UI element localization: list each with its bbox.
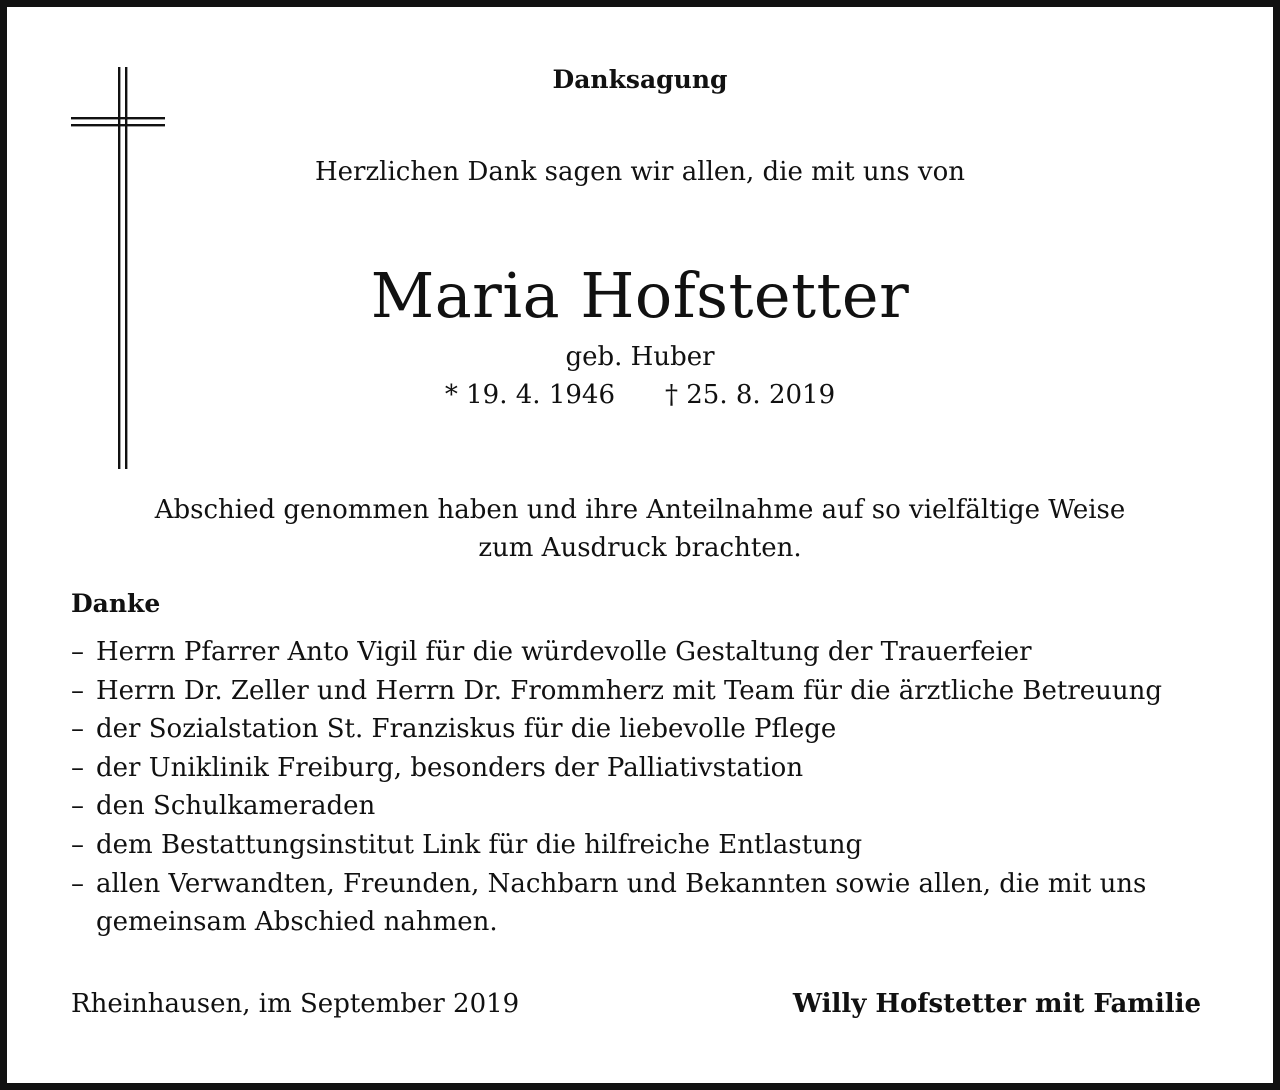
thanks-item	[71, 749, 1231, 788]
life-dates	[7, 380, 1273, 410]
thanks-item	[71, 710, 1231, 749]
thanks-item-text: den Schulkameraden	[96, 791, 376, 822]
thanks-item	[71, 865, 1231, 942]
dash-bullet: –	[71, 637, 84, 667]
thanks-item-text: allen Verwandten, Freunden, Nachbarn und Bekannten sowie allen, die mit uns gemeinsam Abschied nahmen.	[96, 868, 1147, 938]
dash-bullet: –	[71, 752, 84, 783]
thanks-item	[71, 633, 1231, 672]
dash-bullet: –	[71, 868, 84, 899]
dash-bullet: –	[71, 791, 84, 822]
thanks-item-text: Herrn Dr. Zeller und Herrn Dr. Frommherz mit Team für die ärztliche Betreuung	[96, 675, 1163, 706]
farewell-line: zum Ausdruck brachten.	[478, 533, 802, 563]
thanks-heading: Danke	[71, 589, 161, 618]
farewell-text	[7, 491, 1273, 567]
thanks-list	[71, 633, 1231, 942]
place-date: Rheinhausen, im September 2019	[71, 989, 520, 1019]
thanks-item-text: der Uniklinik Freiburg, besonders der Palliativstation	[96, 752, 804, 783]
dash-bullet: –	[71, 714, 84, 745]
deceased-name: Maria Hofstetter	[370, 259, 910, 332]
farewell-line: Abschied genommen haben und ihre Anteilnahme auf so vielfältige Weise	[154, 495, 1126, 525]
maiden-name: geb. Huber	[565, 342, 715, 372]
dash-bullet: –	[71, 829, 84, 860]
thanks-item	[71, 672, 1231, 711]
signature: Willy Hofstetter mit Familie	[792, 989, 1201, 1019]
dash-bullet: –	[71, 675, 84, 706]
birth-date: * 19. 4. 1946	[444, 380, 615, 410]
notice-heading: Danksagung	[552, 65, 728, 94]
thanks-item-text: der Sozialstation St. Franziskus für die liebevolle Pflege	[96, 714, 837, 745]
thanks-item	[71, 787, 1231, 826]
thanks-item-text: dem Bestattungsinstitut Link für die hilfreiche Entlastung	[96, 829, 863, 860]
death-date: † 25. 8. 2019	[665, 380, 836, 410]
intro-text: Herzlichen Dank sagen wir allen, die mit uns von	[314, 157, 966, 187]
thanks-item	[71, 826, 1231, 865]
thanks-item-text: Herrn Pfarrer Anto Vigil für die würdevolle Gestaltung der Trauerfeier	[96, 637, 1032, 667]
